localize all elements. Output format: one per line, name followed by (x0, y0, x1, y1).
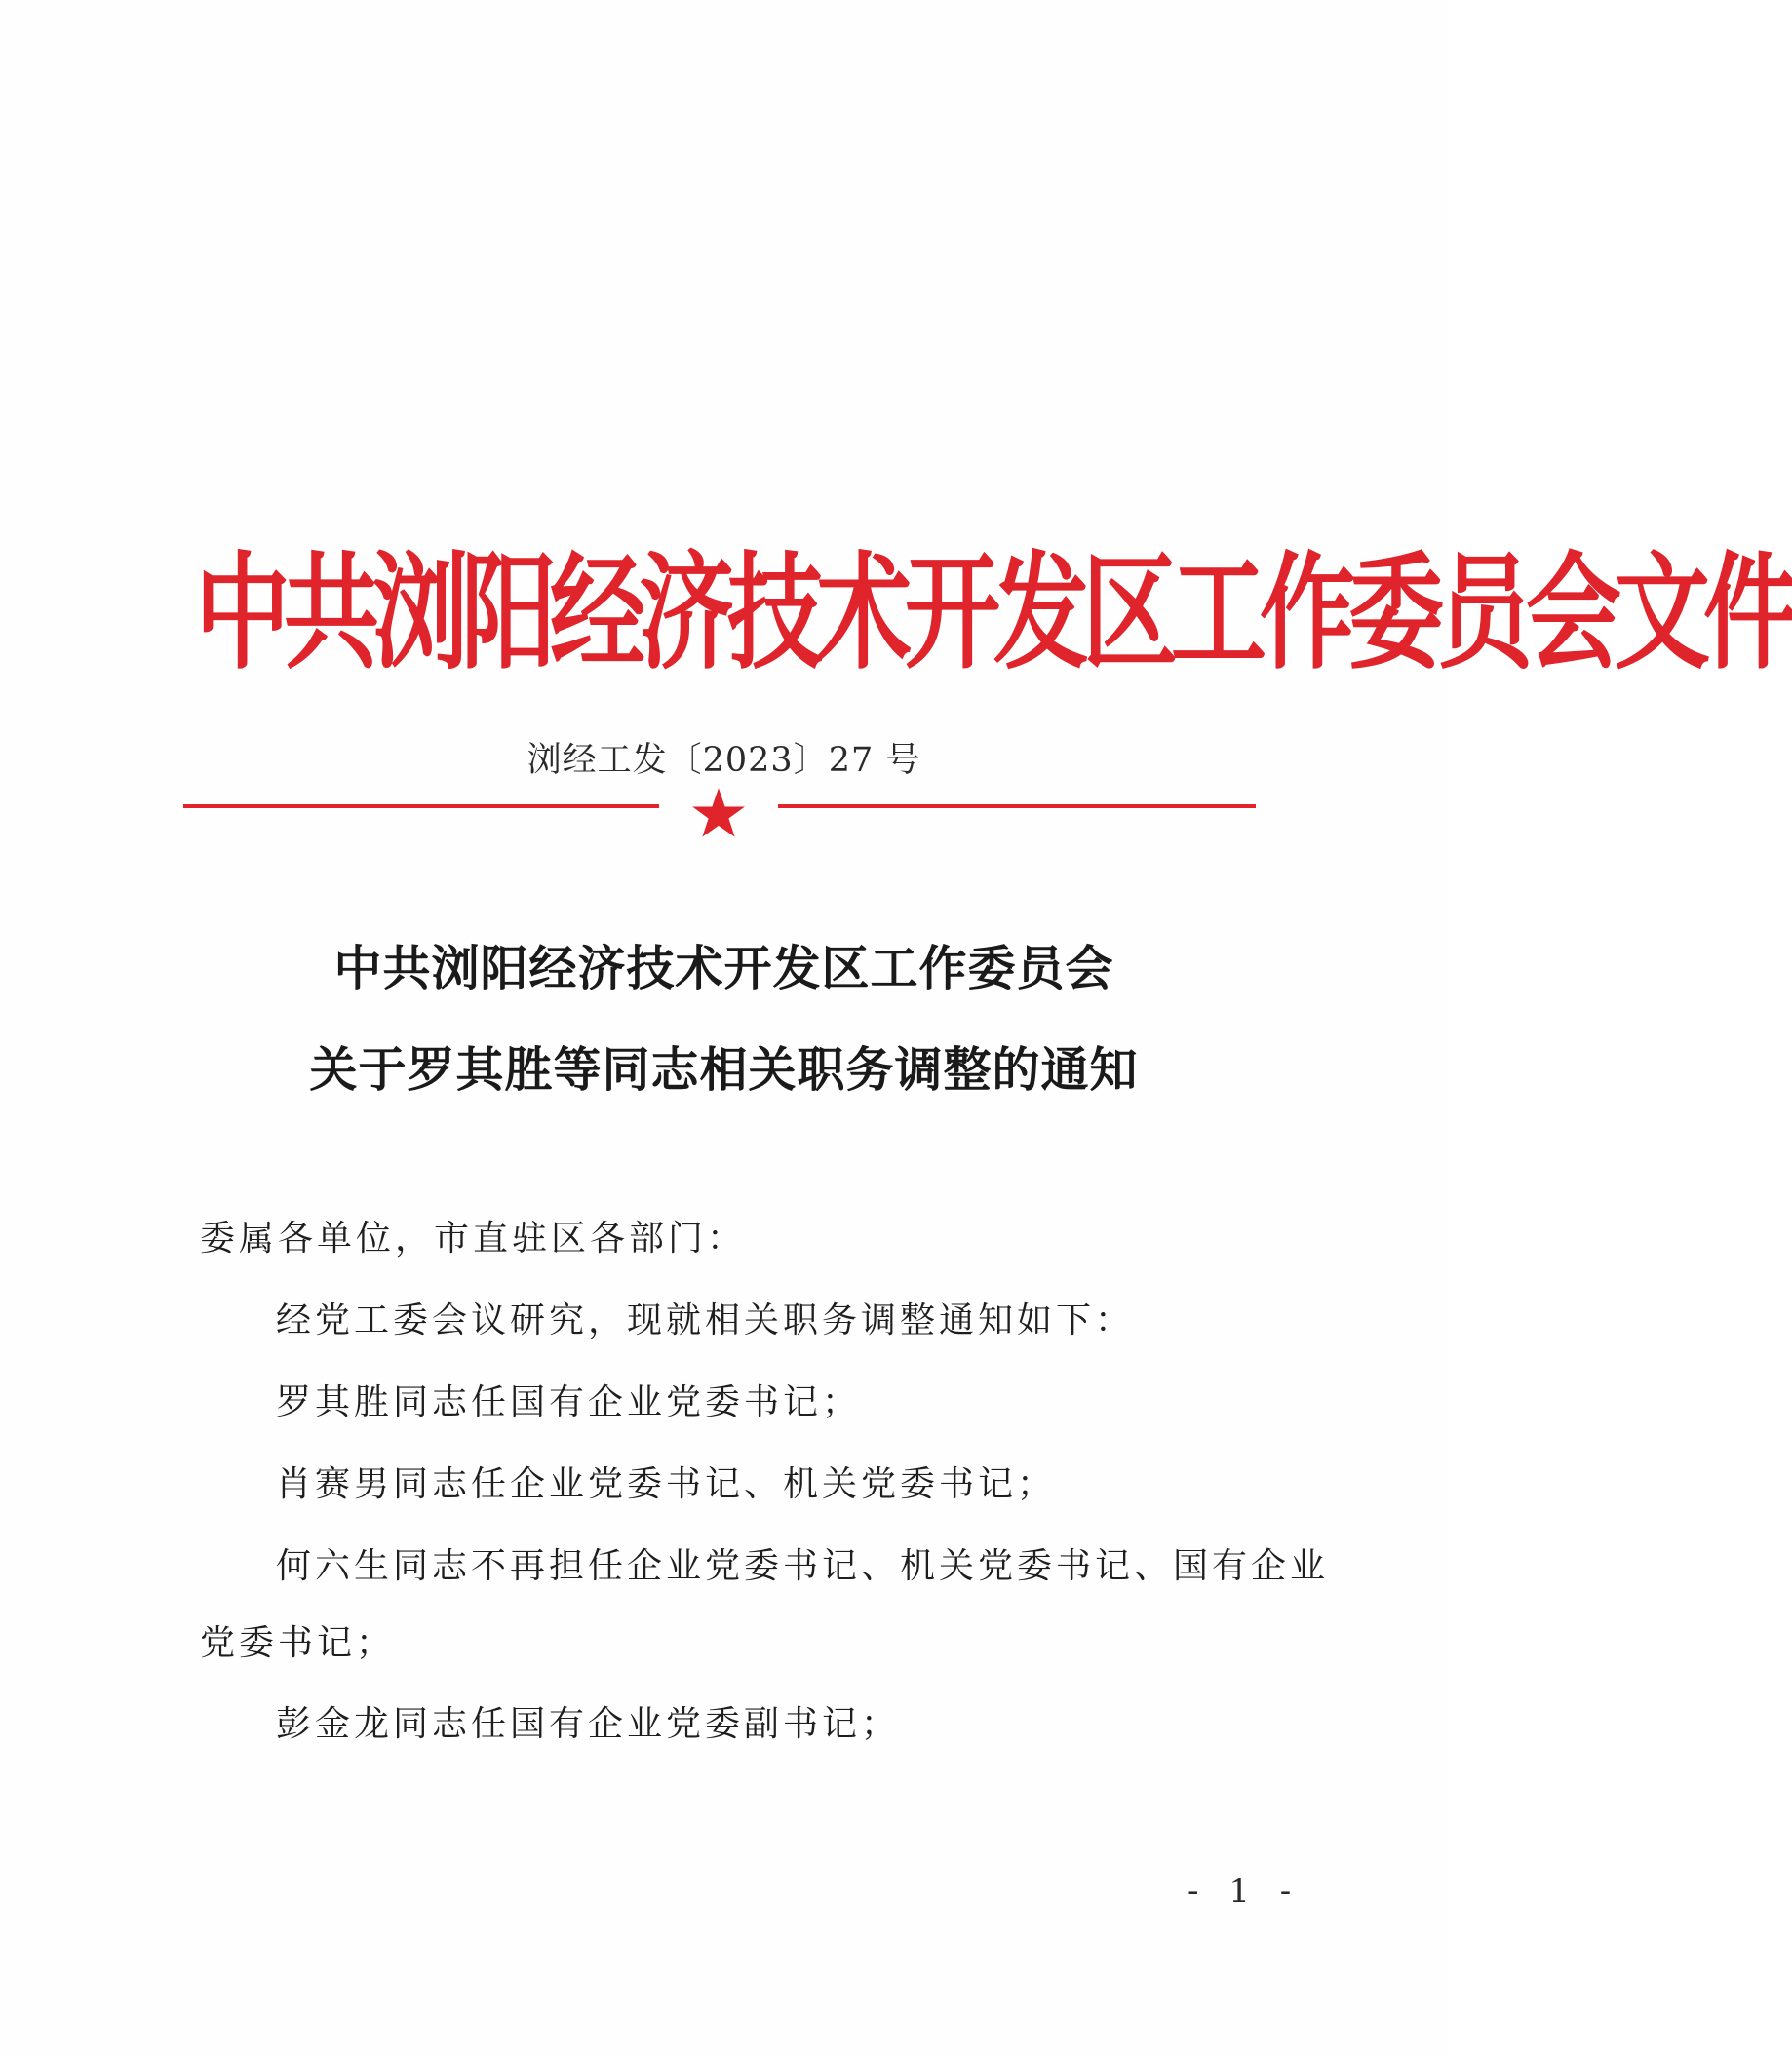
list-item: 何六生同志不再担任企业党委书记、机关党委书记、国有企业 (276, 1546, 1330, 1586)
notice-title-line1: 中共浏阳经济技术开发区工作委员会 (333, 941, 1114, 996)
salutation: 委属各单位，市直驻区各部门： (200, 1219, 747, 1259)
document-number: 浏经工发〔2023〕27 号 (526, 741, 921, 780)
page-number: - 1 - (1188, 1872, 1302, 1911)
masthead-title: 中共浏阳经济技术开发区工作委员会文件 (195, 540, 1792, 688)
list-item: 罗其胜同志任国有企业党委书记； (276, 1382, 862, 1422)
notice-title-line2: 关于罗其胜等同志相关职务调整的通知 (309, 1042, 1139, 1098)
red-rule-right (778, 804, 1256, 808)
list-item-continuation: 党委书记； (200, 1623, 396, 1663)
list-item: 彭金龙同志任国有企业党委副书记； (276, 1704, 901, 1744)
list-item: 肖赛男同志任企业党委书记、机关党委书记； (276, 1464, 1057, 1504)
intro-paragraph: 经党工委会议研究，现就相关职务调整通知如下： (276, 1300, 1135, 1340)
red-rule-left (183, 804, 659, 808)
star-icon (691, 787, 746, 839)
